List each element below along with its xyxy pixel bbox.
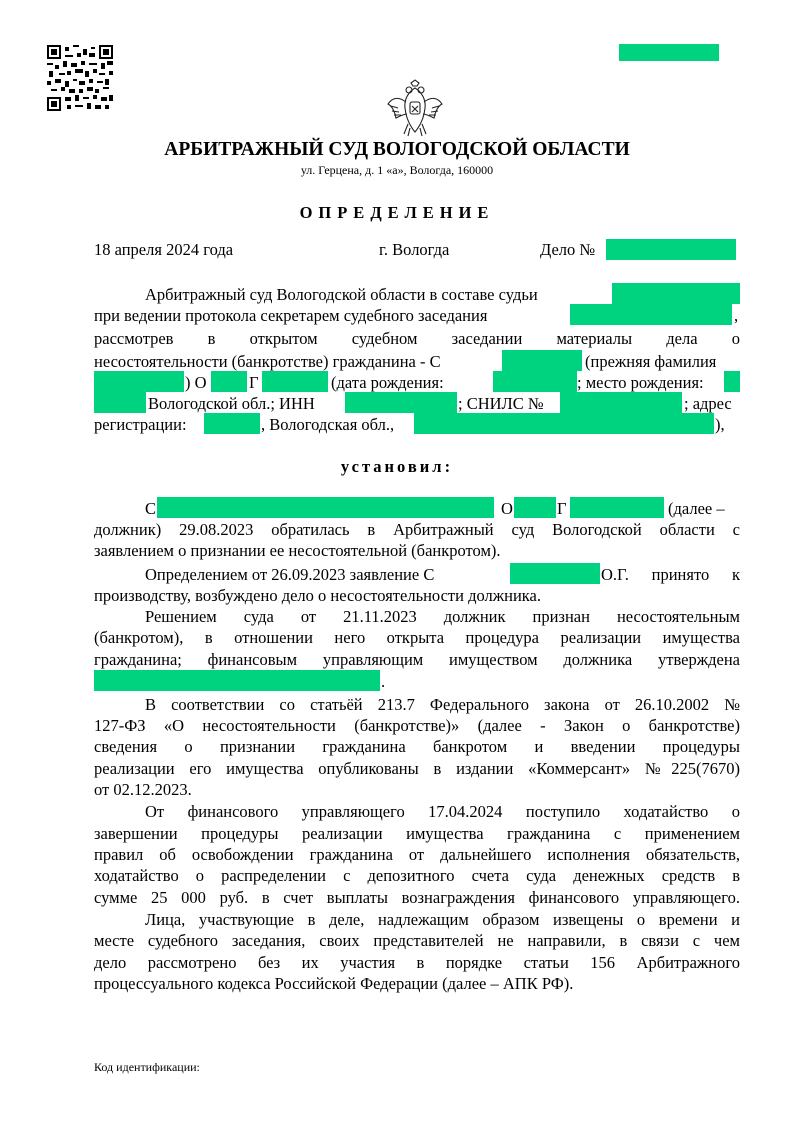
p1-name-initial: О — [501, 499, 513, 518]
p5-line-1: От финансового управляющего 17.04.2024 поступило ходатайство о — [145, 802, 740, 821]
ustanovil-heading: установил: — [340, 457, 454, 476]
redaction-p1-surname — [157, 497, 494, 518]
intro-line-3: рассмотрев в открытом судебном заседании материалы дела о — [94, 329, 740, 348]
p1-line-3: заявлением о признании ее несостоятельной (банкротом). — [94, 541, 501, 560]
redaction-case-number — [606, 239, 736, 260]
intro-line-4-prev-name: (прежняя фамилия — [585, 352, 717, 371]
intro-line-2: при ведении протокола секретарем судебного заседания — [94, 306, 488, 325]
p4-line-5: от 02.12.2023. — [94, 780, 192, 799]
p5-line-4: ходатайство о распределении с депозитного счета суда денежных средств в — [94, 866, 740, 885]
intro-line-7-end: ), — [715, 415, 725, 434]
redaction-registration-a — [204, 413, 260, 434]
p5-line-2: завершении процедуры реализации имущества гражданина с применением — [94, 824, 740, 843]
intro-line-1: Арбитражный суд Вологодской области в составе судьи — [145, 285, 538, 304]
redaction-patronymic — [262, 371, 328, 392]
intro-line-7-registration: регистрации: — [94, 415, 187, 434]
intro-line-6-snils: ; СНИЛС № — [458, 394, 544, 413]
identification-code-label: Код идентификации: — [94, 1060, 200, 1074]
p3-line-2: (банкротом), в отношении него открыта процедура реализации имущества — [94, 628, 740, 647]
redaction-p1-name — [514, 497, 556, 518]
coat-of-arms-icon — [386, 78, 444, 138]
p4-line-2: 127-ФЗ «О несостоятельности (банкротстве)» (далее - Закон о банкротстве) — [94, 716, 740, 735]
redaction-birthplace-b — [94, 392, 146, 413]
redaction-secretary — [570, 304, 732, 325]
p6-line-2: месте судебного заседания, своих представителей не направили, в связи с чем — [94, 931, 740, 950]
p1-dalee: (далее – — [668, 499, 725, 518]
p4-line-1: В соответствии со статьёй 213.7 Федерального закона от 26.10.2002 № — [145, 695, 740, 714]
document-date: 18 апреля 2024 года — [94, 240, 234, 259]
redaction-previous-surname — [94, 371, 184, 392]
intro-line-6-address: ; адрес — [684, 394, 732, 413]
court-name: АРБИТРАЖНЫЙ СУД ВОЛОГОДСКОЙ ОБЛАСТИ — [164, 139, 630, 160]
p2-line-2: производству, возбуждено дело о несостоятельности должника. — [94, 586, 542, 605]
redaction-birthplace-a — [724, 371, 740, 392]
p2-line-1: Определением от 26.09.2023 заявление С — [145, 565, 435, 584]
p5-line-3: правил об освобождении гражданина от дальнейшего исполнения обязательств, — [94, 845, 740, 864]
intro-line-6-inn: Вологодской обл.; ИНН — [148, 394, 315, 413]
p2-initials: О.Г. принято к — [601, 565, 740, 584]
p3-line-3: гражданина; финансовым управляющим имуществом должника утверждена — [94, 650, 740, 669]
p1-line-2: должник) 29.08.2023 обратилась в Арбитражный суд Вологодской области с — [94, 520, 740, 539]
intro-line-5-birthplace: ; место рождения: — [577, 373, 704, 392]
redaction-financial-manager — [94, 670, 380, 691]
p1-surname-initial: С — [145, 499, 157, 518]
redaction-registration-b — [414, 413, 714, 434]
qr-code-icon — [47, 45, 113, 111]
p4-line-4: реализации его имущества опубликованы в издании «Коммерсант» №225(7670) — [94, 759, 740, 778]
p6-line-1: Лица, участвующие в деле, надлежащим образом извещены о времени и — [145, 910, 740, 929]
intro-line-2-comma: , — [734, 306, 739, 325]
intro-line-5-g: Г — [249, 373, 259, 392]
redaction-birthdate — [493, 371, 577, 392]
redaction-judge — [612, 283, 740, 304]
document-city: г. Вологда — [379, 240, 450, 259]
p3-line-1: Решением суда от 21.11.2023 должник признан несостоятельным — [145, 607, 740, 626]
redaction-first-name — [211, 371, 247, 392]
intro-line-7-region: , Вологодская обл., — [261, 415, 395, 434]
case-number-label: Дело № — [540, 240, 596, 259]
document-title: ОПРЕДЕЛЕНИЕ — [299, 203, 495, 222]
p5-line-5: сумме 25 000 руб. в счет выплаты вознаграждения финансового управляющего. — [94, 888, 740, 907]
redaction-top-right — [619, 44, 719, 61]
court-address: ул. Герцена, д. 1 «а», Вологда, 160000 — [300, 163, 494, 177]
p3-line-4: . — [381, 672, 386, 691]
redaction-debtor-surname — [502, 350, 582, 371]
intro-line-4: несостоятельности (банкротстве) гражданина - С — [94, 352, 441, 371]
intro-line-5-birthdate: (дата рождения: — [331, 373, 444, 392]
intro-line-5-o: ) О — [185, 373, 207, 392]
redaction-inn — [345, 392, 457, 413]
p6-line-4: процессуального кодекса Российской Федерации (далее – АПК РФ). — [94, 974, 574, 993]
redaction-snils — [560, 392, 682, 413]
redaction-p2-surname — [510, 563, 600, 584]
p4-line-3: сведения о признании гражданина банкротом и введении процедуры — [94, 737, 740, 756]
p1-patronymic-initial: Г — [557, 499, 567, 518]
p6-line-3: дело рассмотрено без их участия в порядке статьи 156 Арбитражного — [94, 953, 740, 972]
redaction-p1-patronymic — [570, 497, 664, 518]
